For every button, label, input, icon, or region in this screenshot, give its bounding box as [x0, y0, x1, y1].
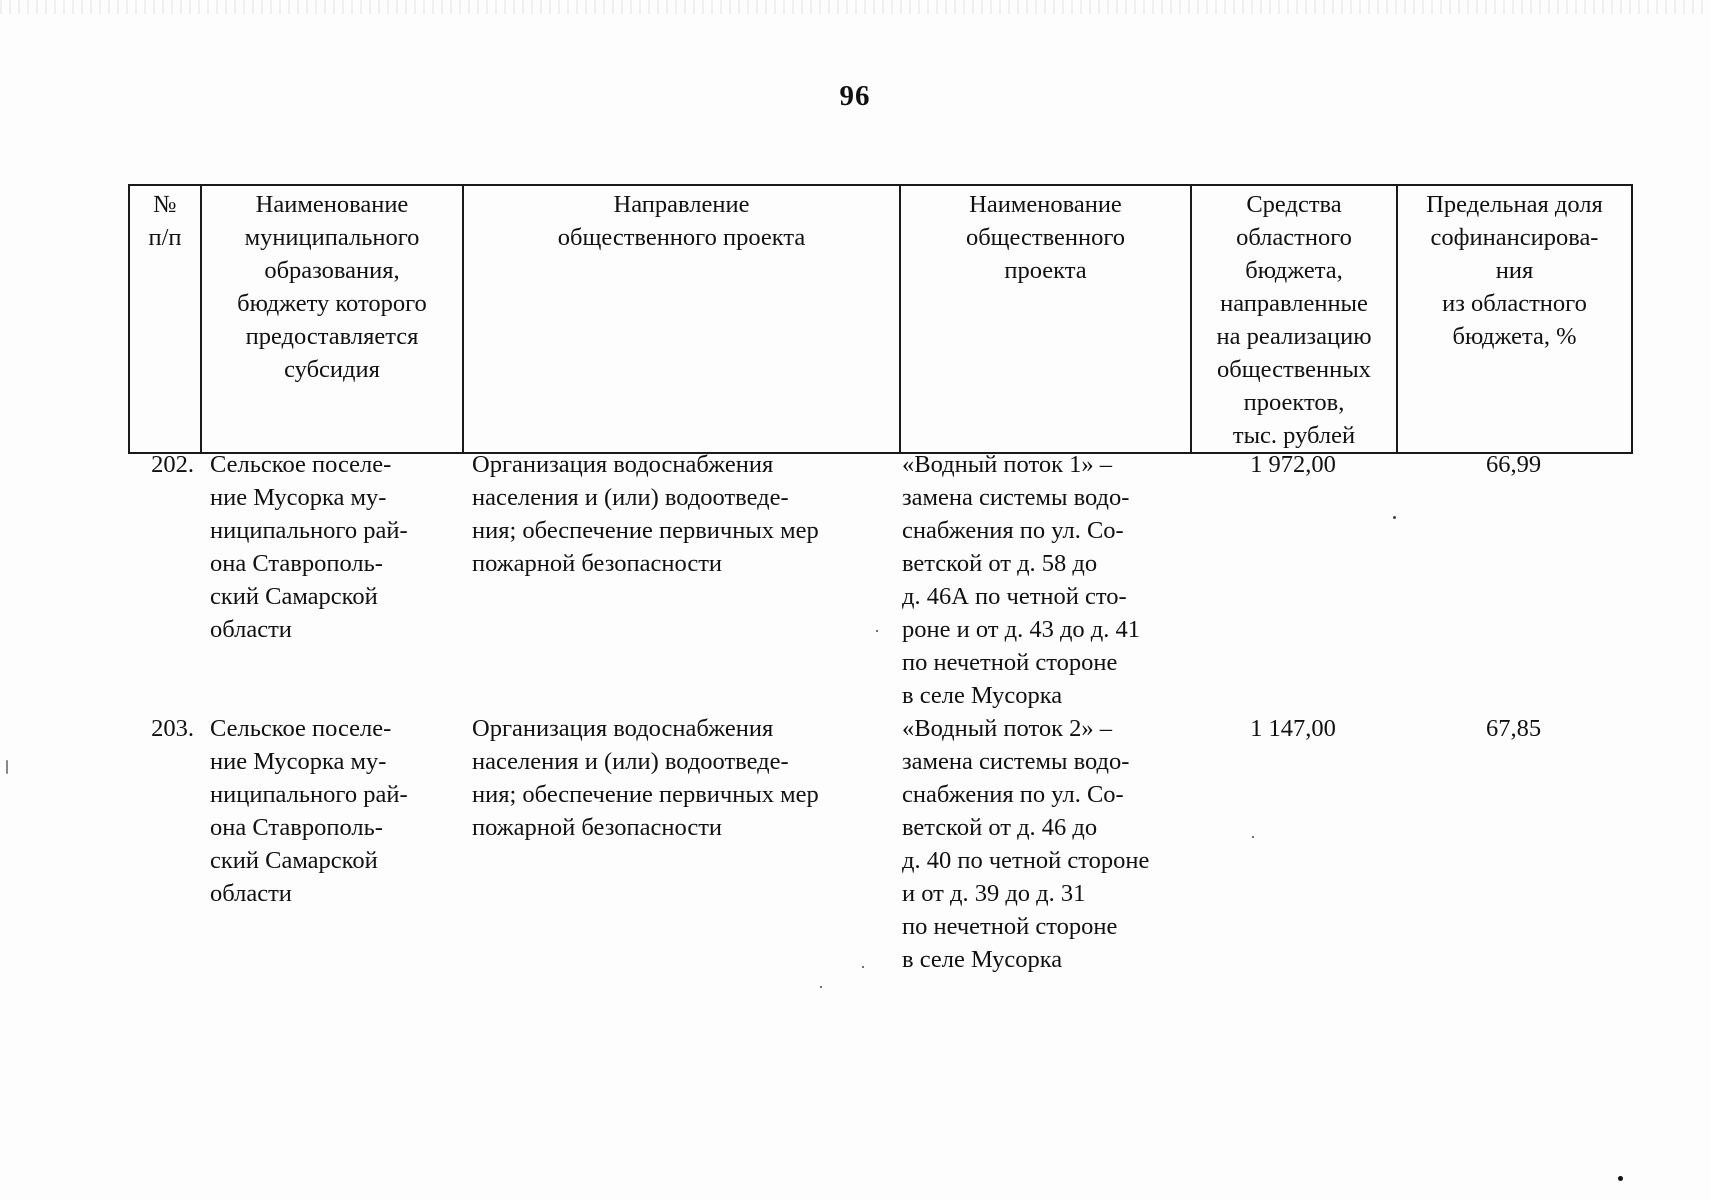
- scan-speck: [876, 630, 878, 632]
- page-number: 96: [839, 80, 871, 112]
- scan-speck: [1618, 1176, 1623, 1181]
- scan-speck: [820, 986, 822, 988]
- row-municipality: Сельское поселе- ние Мусорка му- ниципального рай- она Ставрополь- ский Самарской области: [210, 451, 408, 643]
- row-direction: Организация водоснабжения населения и (или) водоотведе- ния; обеспечение первичных мер пожарной безопасности: [472, 451, 819, 577]
- row-funds: 1 147,00: [1250, 715, 1336, 742]
- header-project-name: Наименование общественного проекта: [900, 185, 1191, 453]
- scan-speck: [6, 760, 8, 774]
- table-header: [128, 184, 1633, 454]
- row-share: 66,99: [1485, 451, 1542, 478]
- row-direction: Организация водоснабжения населения и (или) водоотведе- ния; обеспечение первичных мер пожарной безопасности: [472, 715, 819, 841]
- table-body: [128, 448, 1631, 976]
- header-municipality: Наименование муниципального образования, бюджету которого предоставляется субсидия: [201, 185, 463, 453]
- header-number: № п/п: [129, 185, 201, 453]
- header-direction: Направление общественного проекта: [463, 185, 900, 453]
- scan-edge-noise: [0, 0, 1710, 14]
- row-project-name: «Водный поток 2» – замена системы водо- снабжения по ул. Со- ветской от д. 46 до д. 40 по четной стороне и от д. 39 до д. 31 по нечетной стороне в селе Мусорка: [902, 715, 1150, 973]
- row-number: 202.: [151, 451, 194, 478]
- table-row: [128, 448, 1631, 712]
- row-number: 203.: [151, 715, 194, 742]
- header-row: [129, 185, 1632, 453]
- scan-speck: [1393, 516, 1396, 519]
- row-project-name: «Водный поток 1» – замена системы водо- снабжения по ул. Со- ветской от д. 58 до д. 46А по четной сто- роне и от д. 43 до д. 41 по нечетной стороне в селе Мусорка: [902, 451, 1141, 709]
- row-municipality: Сельское поселе- ние Мусорка му- ниципального рай- она Ставрополь- ский Самарской области: [210, 715, 408, 907]
- table-row: [128, 712, 1631, 976]
- row-share: 67,85: [1485, 715, 1542, 742]
- header-funds: Средства областного бюджета, направленные на реализацию общественных проектов, тыс. рублей: [1191, 185, 1397, 453]
- scan-speck: [862, 966, 864, 968]
- scan-speck: [1252, 836, 1254, 838]
- row-funds: 1 972,00: [1250, 451, 1336, 478]
- header-share: Предельная доля софинансирова- ния из областного бюджета, %: [1397, 185, 1632, 453]
